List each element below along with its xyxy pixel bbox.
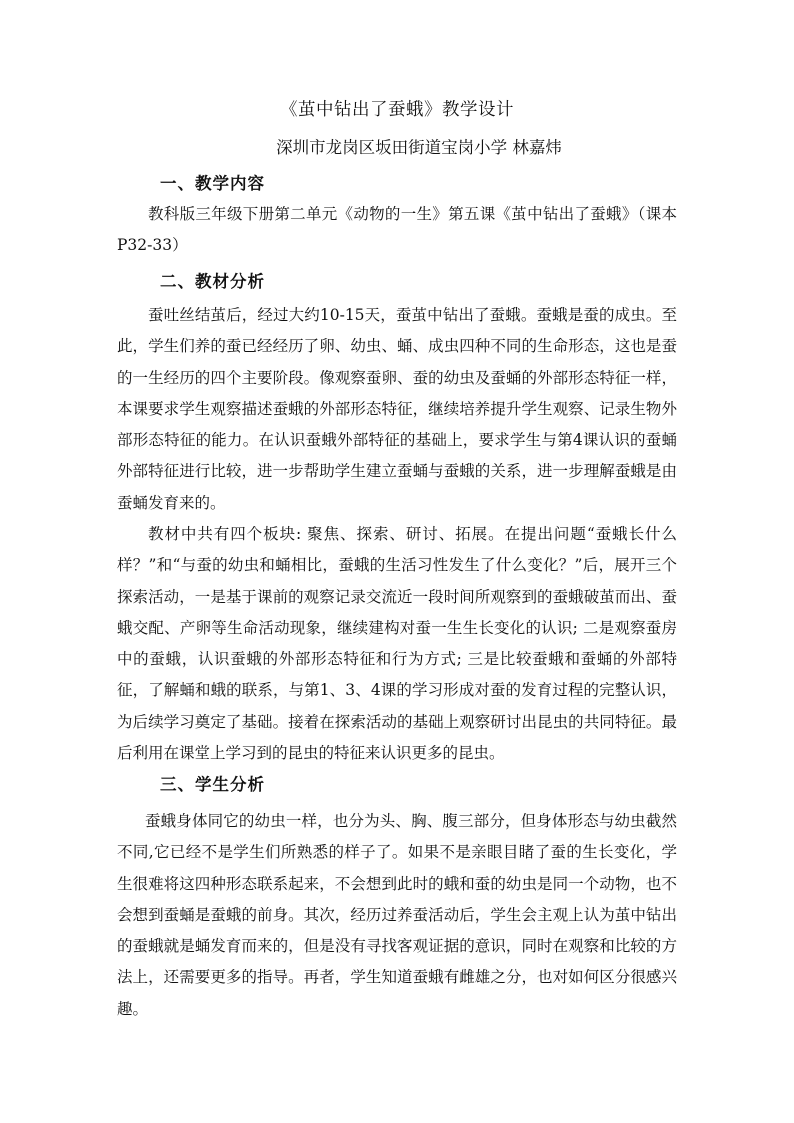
author-line: 深圳市龙岗区坂田街道宝岗小学 林嘉炜 (276, 138, 562, 157)
document-title: 《茧中钻出了蚕蛾》教学设计 (280, 100, 514, 120)
paragraph-textbook-analysis-2: 教材中共有四个板块: 聚焦、探索、研讨、拓展。在提出问题“蚕蛾长什么样？”和“与蚕的幼虫和蛹相比，蚕蛾的生活习性发生了什么变化？”后，展开三个探索活动，一是基于课前的观察记录交流近一段时间所观察到的蚕蛾破茧而出、蚕蛾交配、产卵等生命活动现象，继续建构对蚕一生生长变化的认识; 二是观察蚕房中的蚕蛾，认识蚕蛾的外部形态特征和行为方式; 三是比较蚕蛾和蚕蛹的外部特征，了解蛹和蛾的联系，与第1、3、4课的学习形成对蚕的发育过程的完整认识，为后续学习奠定了基础。接着在探索活动的基础上观察研讨出昆虫的共同特征。最后利用在课堂上学习到的昆虫的特征来认识更多的昆虫。 (117, 525, 677, 763)
paragraph-student-analysis: 蚕蛾身体同它的幼虫一样，也分为头、胸、腹三部分，但身体形态与幼虫截然不同,它已经不是学生们所熟悉的样子了。如果不是亲眼目睹了蚕的生长变化，学生很难将这四种形态联系起来，不会想到此时的蛾和蚕的幼虫是同一个动物，也不会想到蚕蛹是蚕蛾的前身。其次，经历过养蚕活动后，学生会主观上认为茧中钻出的蚕蛾就是蛹发育而来的，但是没有寻找客观证据的意识，同时在观察和比较的方法上，还需要更多的指导。再者，学生知道蚕蛾有雌雄之分，也对如何区分很感兴趣。 (117, 812, 677, 1018)
section-heading-textbook-analysis: 二、教材分析 (160, 272, 265, 291)
section-heading-student-analysis: 三、学生分析 (160, 775, 265, 794)
paragraph-textbook-analysis-1: 蚕吐丝结茧后，经过大约10-15天，蚕茧中钻出了蚕蛾。蚕蛾是蚕的成虫。至此，学生们养的蚕已经经历了卵、幼虫、蛹、成虫四种不同的生命形态，这也是蚕的一生经历的四个主要阶段。像观察蚕卵、蚕的幼虫及蚕蛹的外部形态特征一样，本课要求学生观察描述蚕蛾的外部形态特征，继续培养提升学生观察、记录生物外部形态特征的能力。在认识蚕蛾外部特征的基础上，要求学生与第4课认识的蚕蛹外部特征进行比较，进一步帮助学生建立蚕蛹与蚕蛾的关系，进一步理解蚕蛾是由蚕蛹发育来的。 (117, 306, 677, 512)
section-heading-teaching-content: 一、教学内容 (160, 174, 265, 193)
paragraph-teaching-content: 教科版三年级下册第二单元《动物的一生》第五课《茧中钻出了蚕蛾》（课本P32-33） (117, 205, 677, 255)
